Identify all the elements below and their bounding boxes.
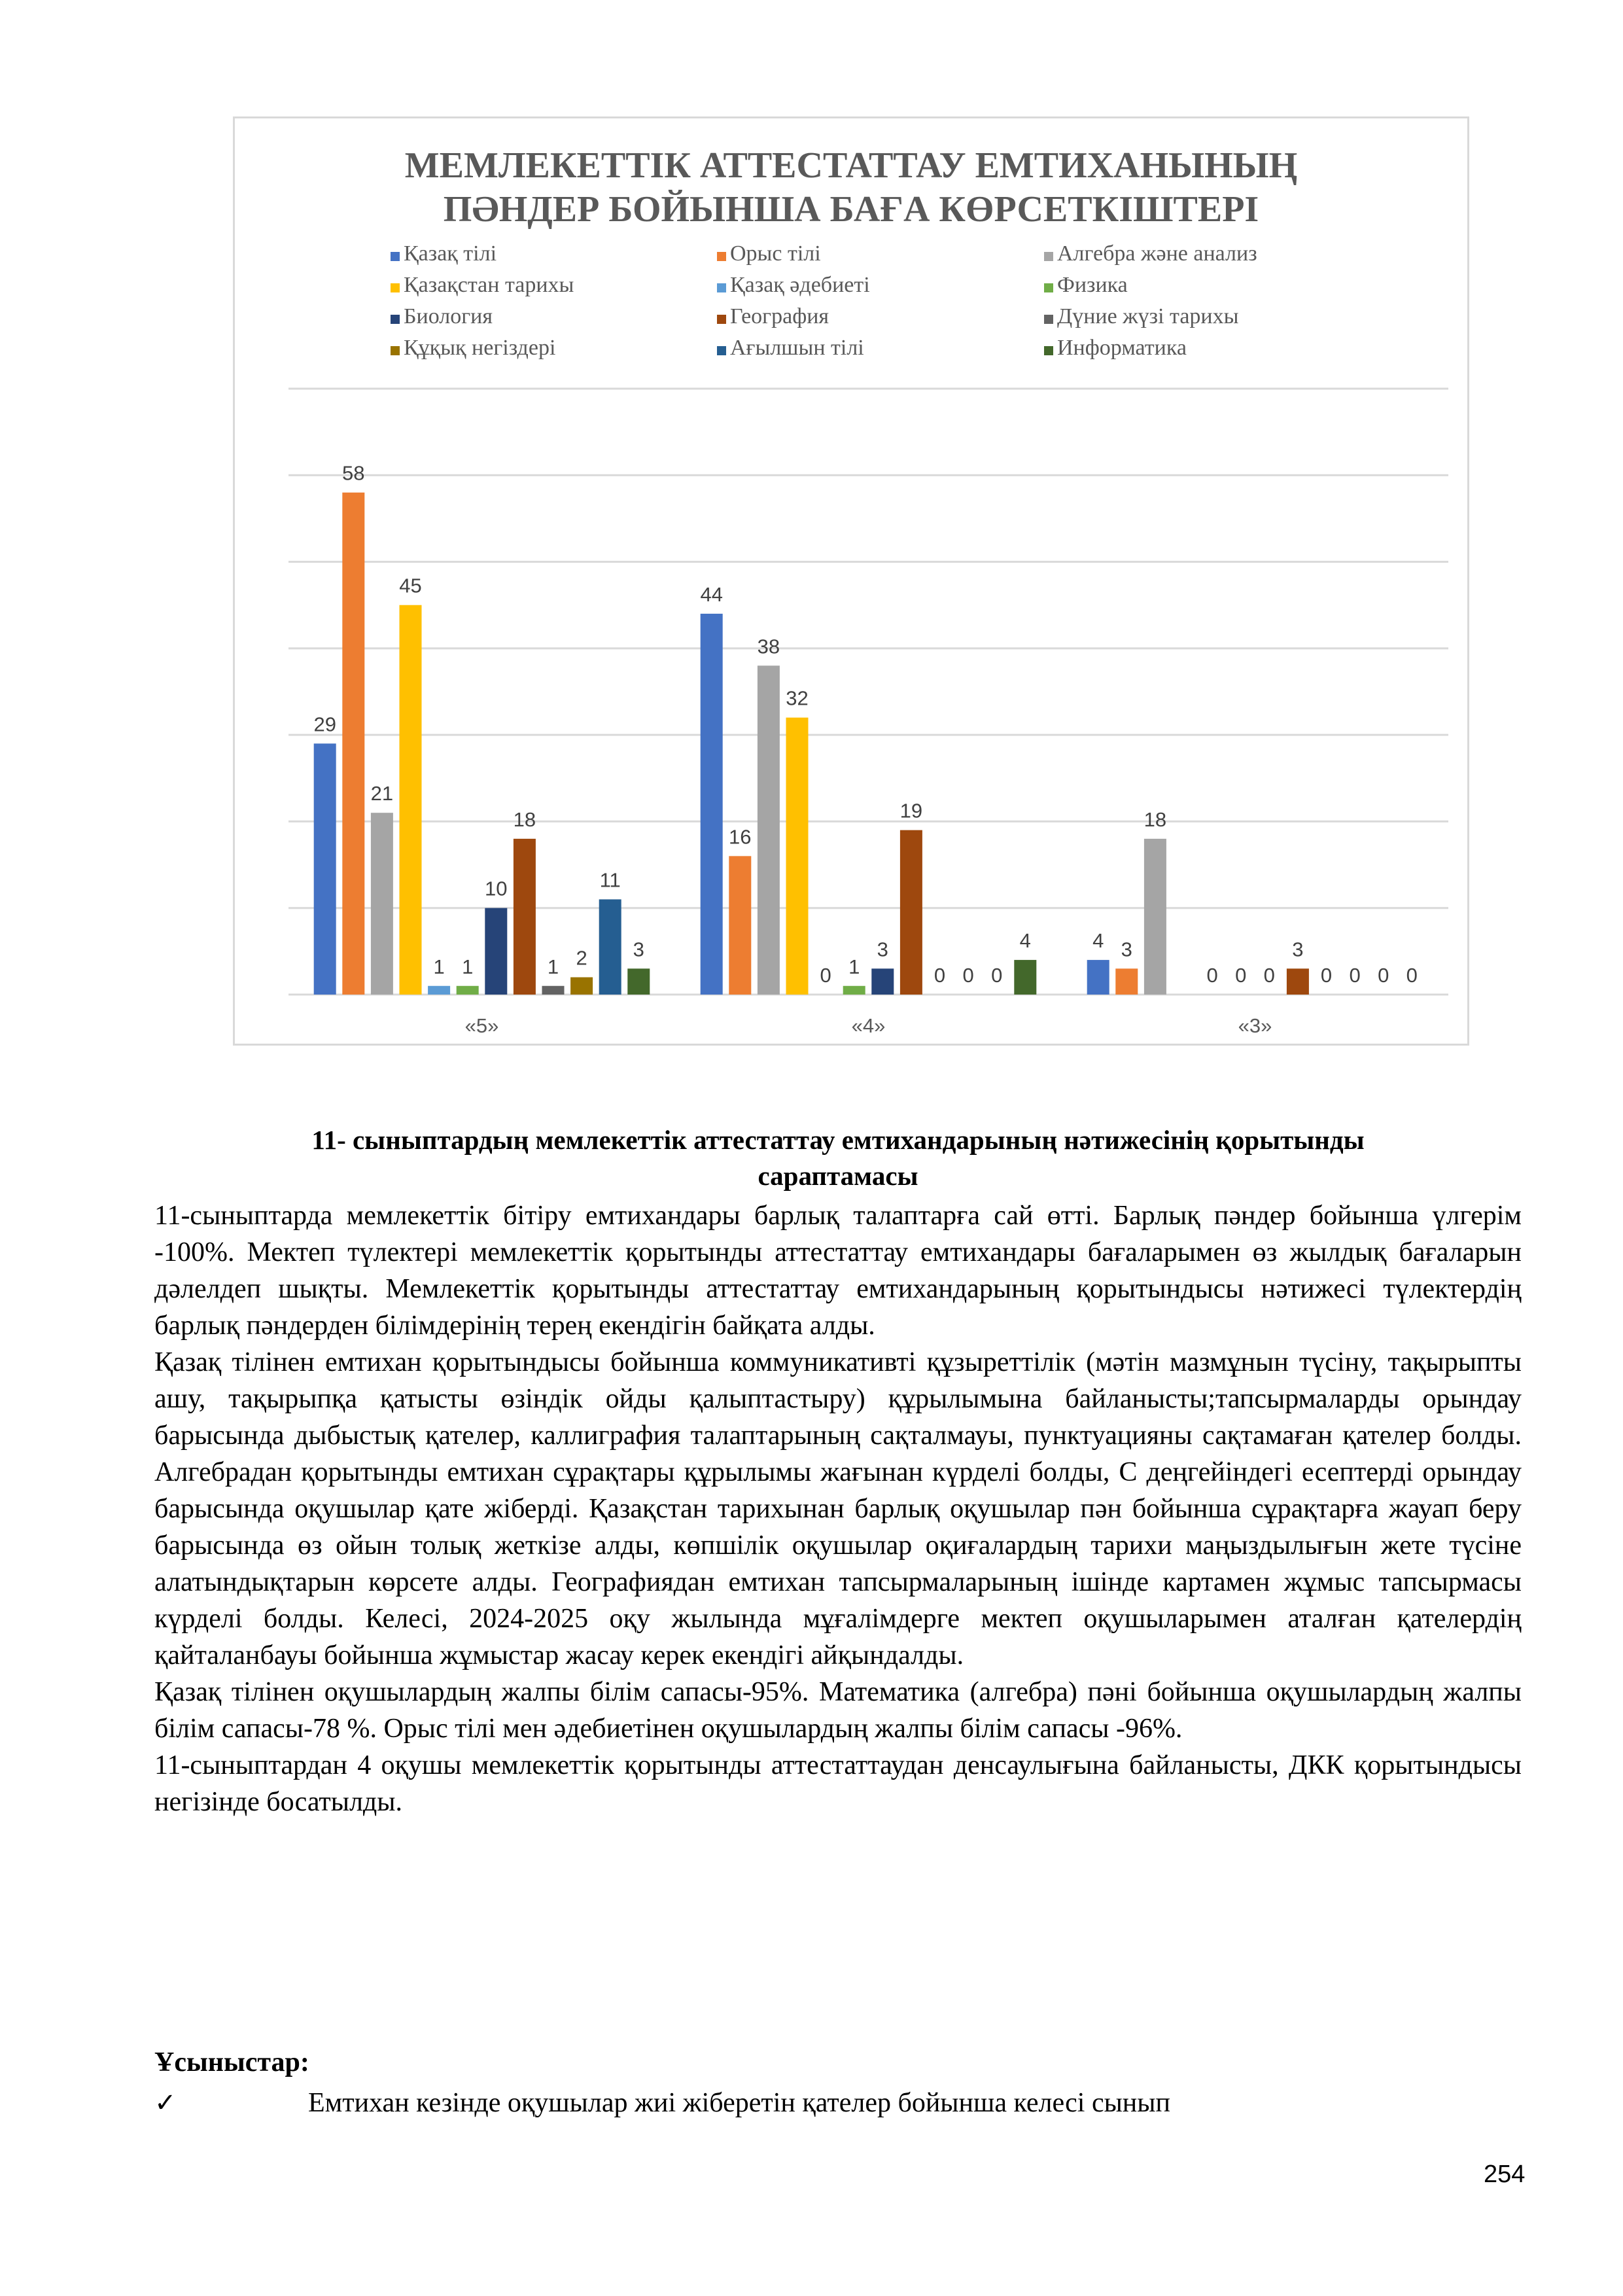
data-label: 4 — [1092, 929, 1104, 953]
data-label: 0 — [1263, 964, 1275, 987]
bar — [570, 978, 593, 995]
paragraph-1: 11-сыныптарда мемлекеттік бітіру емтихандары барлық талаптарға сай өтті. Барлық пәндер бойынша үлгерім -100%. Мектеп түлектері мемлекеттік қорытынды аттестаттау емтихандары бағаларымен өз жылдық бағаларын дәлелдеп шықты. Мемлекеттік қорытынды аттестаттау емтихандарының қорытындысы нәтижесі түлектердің барлық пәндерден білімдерінің терең екендігін байқата алды. — [154, 1201, 1522, 1341]
data-label: 44 — [700, 582, 723, 606]
check-icon: ✓ — [154, 2088, 177, 2118]
category-label: «3» — [1238, 1014, 1272, 1037]
paragraph-4: 11-сыныптардан 4 оқушы мемлекеттік қорытынды аттестаттаудан денсаулығына байланысты, ДКК қорытындысы негізінде босатылды. — [154, 1750, 1522, 1817]
chart-title-line-2: ПӘНДЕР БОЙЫНША БАҒА КӨРСЕТКІШТЕРІ — [443, 189, 1259, 230]
data-label: 32 — [786, 686, 809, 710]
bar — [371, 813, 393, 995]
legend-swatch — [717, 315, 726, 324]
bar — [542, 986, 565, 995]
bar — [314, 743, 336, 995]
bar — [786, 718, 809, 995]
legend-label: Орыс тілі — [730, 241, 821, 266]
data-label: 1 — [433, 955, 445, 978]
legend-label: Қазақ тілі — [404, 241, 497, 266]
data-label: 10 — [485, 877, 508, 900]
proposal-item — [154, 2087, 1522, 2119]
bar — [900, 830, 922, 995]
bar — [514, 839, 536, 995]
data-label: 18 — [1143, 807, 1167, 831]
data-label: 29 — [313, 713, 336, 736]
data-label: 0 — [820, 964, 831, 987]
legend-label: Физика — [1057, 273, 1128, 297]
bar — [1087, 960, 1109, 995]
legend-label: Биология — [404, 304, 493, 328]
bar — [1287, 968, 1309, 995]
data-label: 3 — [877, 938, 888, 961]
legend-label: Ағылшын тілі — [730, 336, 864, 360]
data-label: 0 — [1378, 964, 1389, 987]
page-number: 254 — [1484, 2161, 1526, 2188]
data-label: 45 — [399, 574, 422, 597]
paragraph-3: Қазақ тілінен оқушылардың жалпы білім сапасы-95%. Математика (алгебра) пәні бойынша оқушылардың жалпы білім сапасы-78 %. Орыс тілі мен әдебиетінен оқушылардың жалпы білім сапасы -96%. — [154, 1677, 1522, 1744]
data-label: 11 — [599, 868, 621, 892]
chart-title-line-1: МЕМЛЕКЕТТІК АТТЕСТАТТАУ ЕМТИХАНЫНЫҢ — [404, 145, 1298, 186]
data-label: 18 — [513, 807, 536, 831]
data-label: 0 — [934, 964, 946, 987]
data-label: 0 — [1406, 964, 1418, 987]
legend-label: Қазақ әдебиеті — [730, 273, 870, 297]
heading-line-1: 11- сыныптардың мемлекеттік аттестаттау емтихандарының нәтижесінің қорытынды — [311, 1125, 1365, 1155]
legend-swatch — [717, 252, 726, 261]
proposal-item-text: Емтихан кезінде оқушылар жиі жіберетін қателер бойынша келесі сынып — [308, 2088, 1170, 2118]
data-label: 0 — [991, 964, 1003, 987]
legend-swatch — [391, 252, 400, 261]
bar — [485, 908, 507, 995]
bar — [758, 665, 780, 995]
section-heading — [154, 1122, 1522, 1194]
legend-swatch — [717, 346, 726, 355]
data-label: 0 — [1320, 964, 1333, 987]
legend-label: Алгебра және анализ — [1057, 241, 1257, 266]
bar — [400, 605, 422, 995]
data-label: 19 — [899, 799, 923, 822]
paragraph-2: Қазақ тілінен емтихан қорытындысы бойынша коммуникативті құзыреттілік (мәтін мазмұнын түсіну, тақырыпты ашу, тақырыпқа қатысты өзіндік ойды қалыптастыру) құрылымына байланысты;тапсырмаларды орындау барысында дыбыстық қателер, каллиграфия талаптарының сақталмауы, пунктуацияны сақтамаған қателер болды. Алгебрадан қорытынды емтихан сұрақтары құрылымы жағынан күрделі болды, С деңгейіндегі есептерді орындау барысында оқушылар қате жіберді. Қазақстан тарихынан барлық оқушылар пән бойынша сұрақтарға жауап беру барысында өз ойын толық жеткізе алды, көпшілік оқушылар оқиғалардың тарихи маңыздылығын жете түсіне алатындықтарын көрсете алды. Географиядан емтихан тапсырмаларының ішінде картамен жұмыс тапсырмасы күрделі болды. Келесі, 2024-2025 оқу жылында мұғалімдерге мектеп оқушыларымен аталған қателердің қайталанбауы бойынша жұмыстар жасау керек екендігі айқындалды. — [154, 1347, 1522, 1670]
bar — [729, 856, 751, 995]
data-label: 58 — [342, 461, 365, 485]
bar — [701, 614, 723, 995]
bar — [1144, 839, 1166, 995]
body-text — [154, 1197, 1522, 1820]
chart — [233, 116, 1469, 1046]
bar — [843, 986, 865, 995]
legend-swatch — [717, 283, 726, 292]
legend-swatch — [391, 315, 400, 324]
legend-label: Қазақстан тарихы — [404, 273, 574, 297]
bar — [342, 493, 364, 995]
data-label: 0 — [1349, 964, 1361, 987]
bar — [871, 968, 894, 995]
data-label: 3 — [633, 938, 644, 961]
heading-line-2: сараптамасы — [758, 1161, 918, 1191]
legend-swatch — [1044, 346, 1053, 355]
bar — [627, 968, 650, 995]
category-label: «4» — [851, 1014, 886, 1037]
legend-label: Құқық негіздері — [404, 336, 556, 360]
proposals-title: Ұсыныстар: — [154, 2047, 309, 2077]
bar — [457, 986, 479, 995]
data-label: 1 — [547, 955, 559, 978]
legend-swatch — [1044, 315, 1053, 324]
data-label: 16 — [729, 825, 752, 849]
data-label: 0 — [1206, 964, 1218, 987]
category-label: «5» — [464, 1014, 499, 1037]
bar — [428, 986, 450, 995]
data-label: 0 — [962, 964, 974, 987]
legend-label: География — [730, 304, 829, 328]
data-label: 1 — [462, 955, 474, 978]
bar — [599, 899, 621, 995]
legend-swatch — [1044, 283, 1053, 292]
legend-swatch — [391, 283, 400, 292]
bar-chart-svg — [235, 118, 1467, 1044]
bar — [1115, 968, 1138, 995]
legend-swatch — [1044, 252, 1053, 261]
data-label: 21 — [370, 782, 394, 805]
data-label: 1 — [848, 955, 860, 978]
data-label: 0 — [1235, 964, 1247, 987]
legend-label: Информатика — [1057, 336, 1187, 360]
data-label: 3 — [1292, 938, 1304, 961]
legend-swatch — [391, 346, 400, 355]
data-label: 4 — [1019, 929, 1031, 953]
bar — [1014, 960, 1036, 995]
data-label: 38 — [757, 635, 780, 658]
data-label: 3 — [1121, 938, 1132, 961]
data-label: 2 — [576, 946, 587, 970]
legend-label: Дүние жүзі тарихы — [1057, 304, 1239, 328]
